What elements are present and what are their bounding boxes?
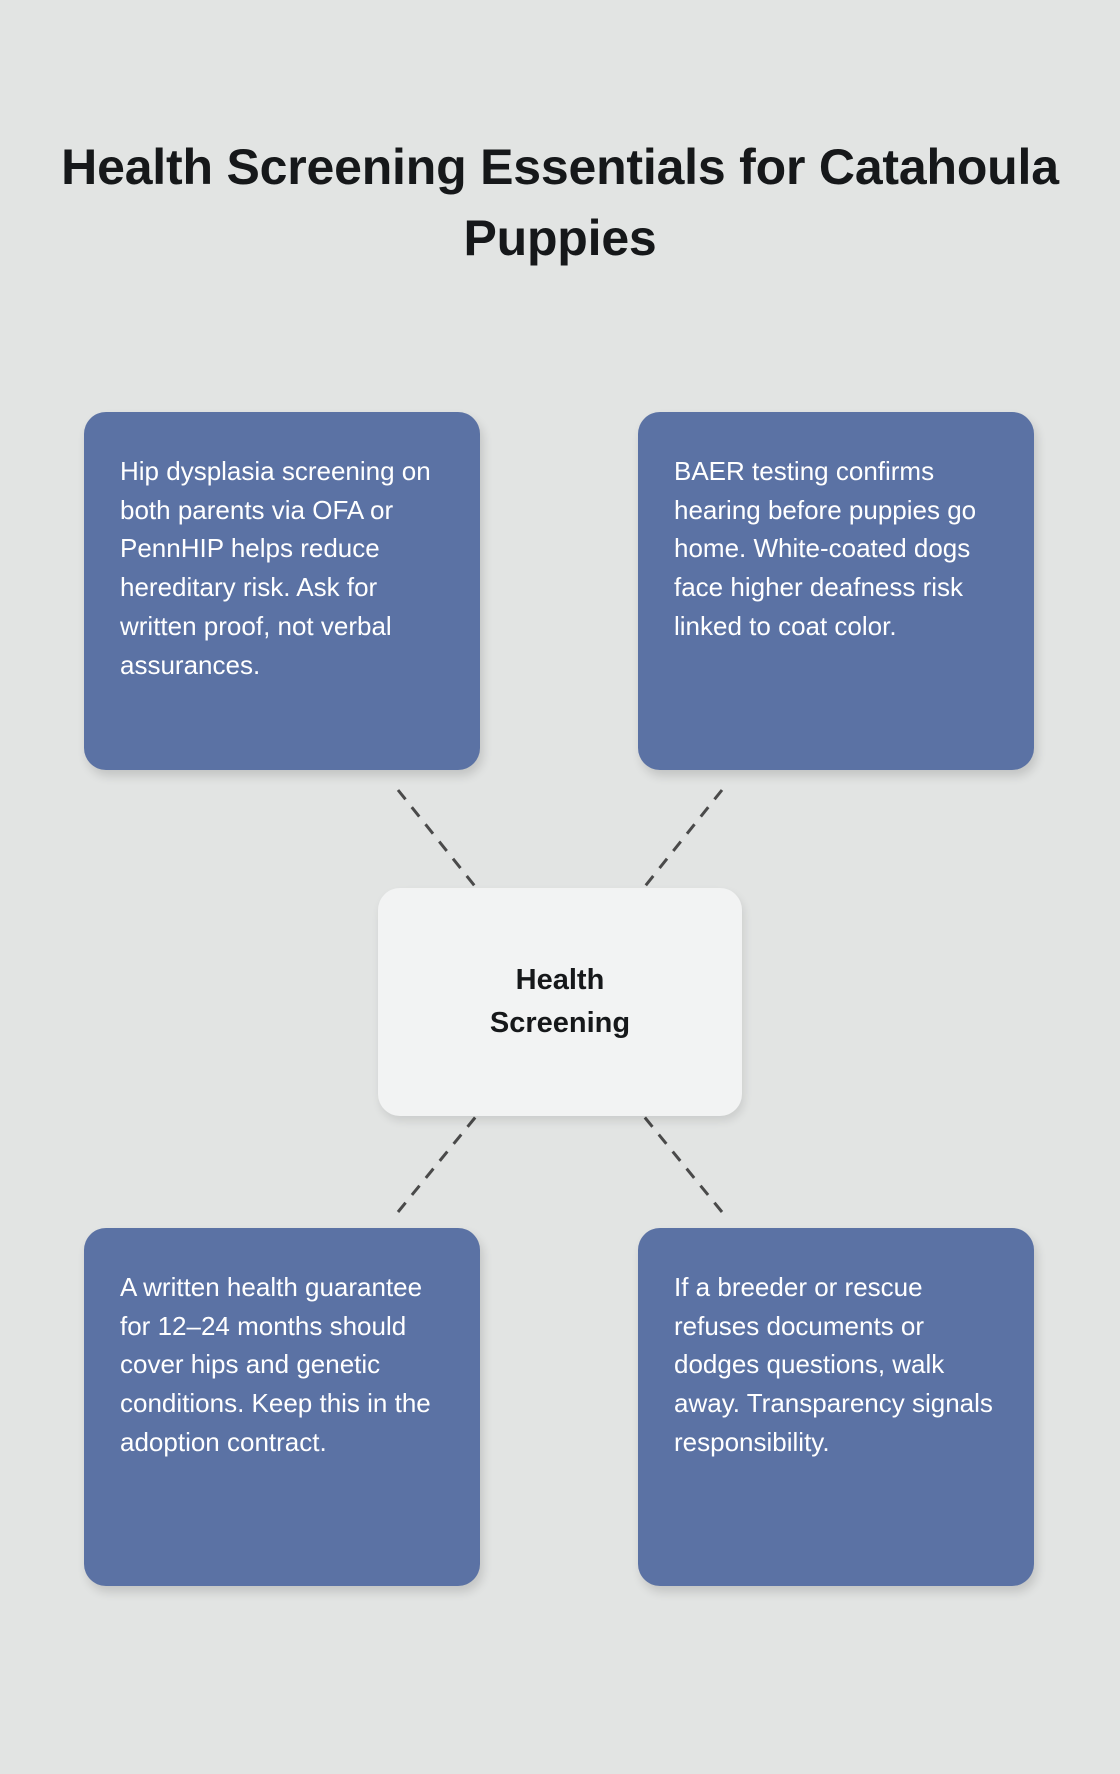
connector-bottom-right	[642, 1114, 722, 1212]
connector-bottom-left	[398, 1114, 478, 1212]
connector-top-right	[642, 790, 722, 890]
node-bottom-right	[638, 1228, 1034, 1586]
node-top-left-text: Hip dysplasia screening on both parents via OFA or PennHIP helps reduce hereditary risk. Ask for written proof, not verbal assurances.	[120, 456, 431, 680]
center-node-label-line1: Health	[515, 964, 605, 997]
node-top-right-text: BAER testing confirms hearing before puppies go home. White-coated dogs face higher deafness risk linked to coat color.	[674, 456, 977, 641]
node-bottom-left	[84, 1228, 480, 1586]
node-bottom-right-text: If a breeder or rescue refuses documents or dodges questions, walk away. Transparency signals responsibility.	[674, 1272, 993, 1457]
center-node	[378, 888, 742, 1116]
connector-top-left	[398, 790, 478, 890]
center-node-label-line2: Screening	[489, 1007, 631, 1039]
node-top-left	[84, 412, 480, 770]
node-top-right	[638, 412, 1034, 770]
center-node-label	[490, 959, 630, 1044]
page-title: Health Screening Essentials for Catahoula Puppies	[61, 138, 1059, 266]
node-bottom-left-text: A written health guarantee for 12–24 months should cover hips and genetic conditions. Keep this in the adoption contract.	[120, 1272, 431, 1457]
